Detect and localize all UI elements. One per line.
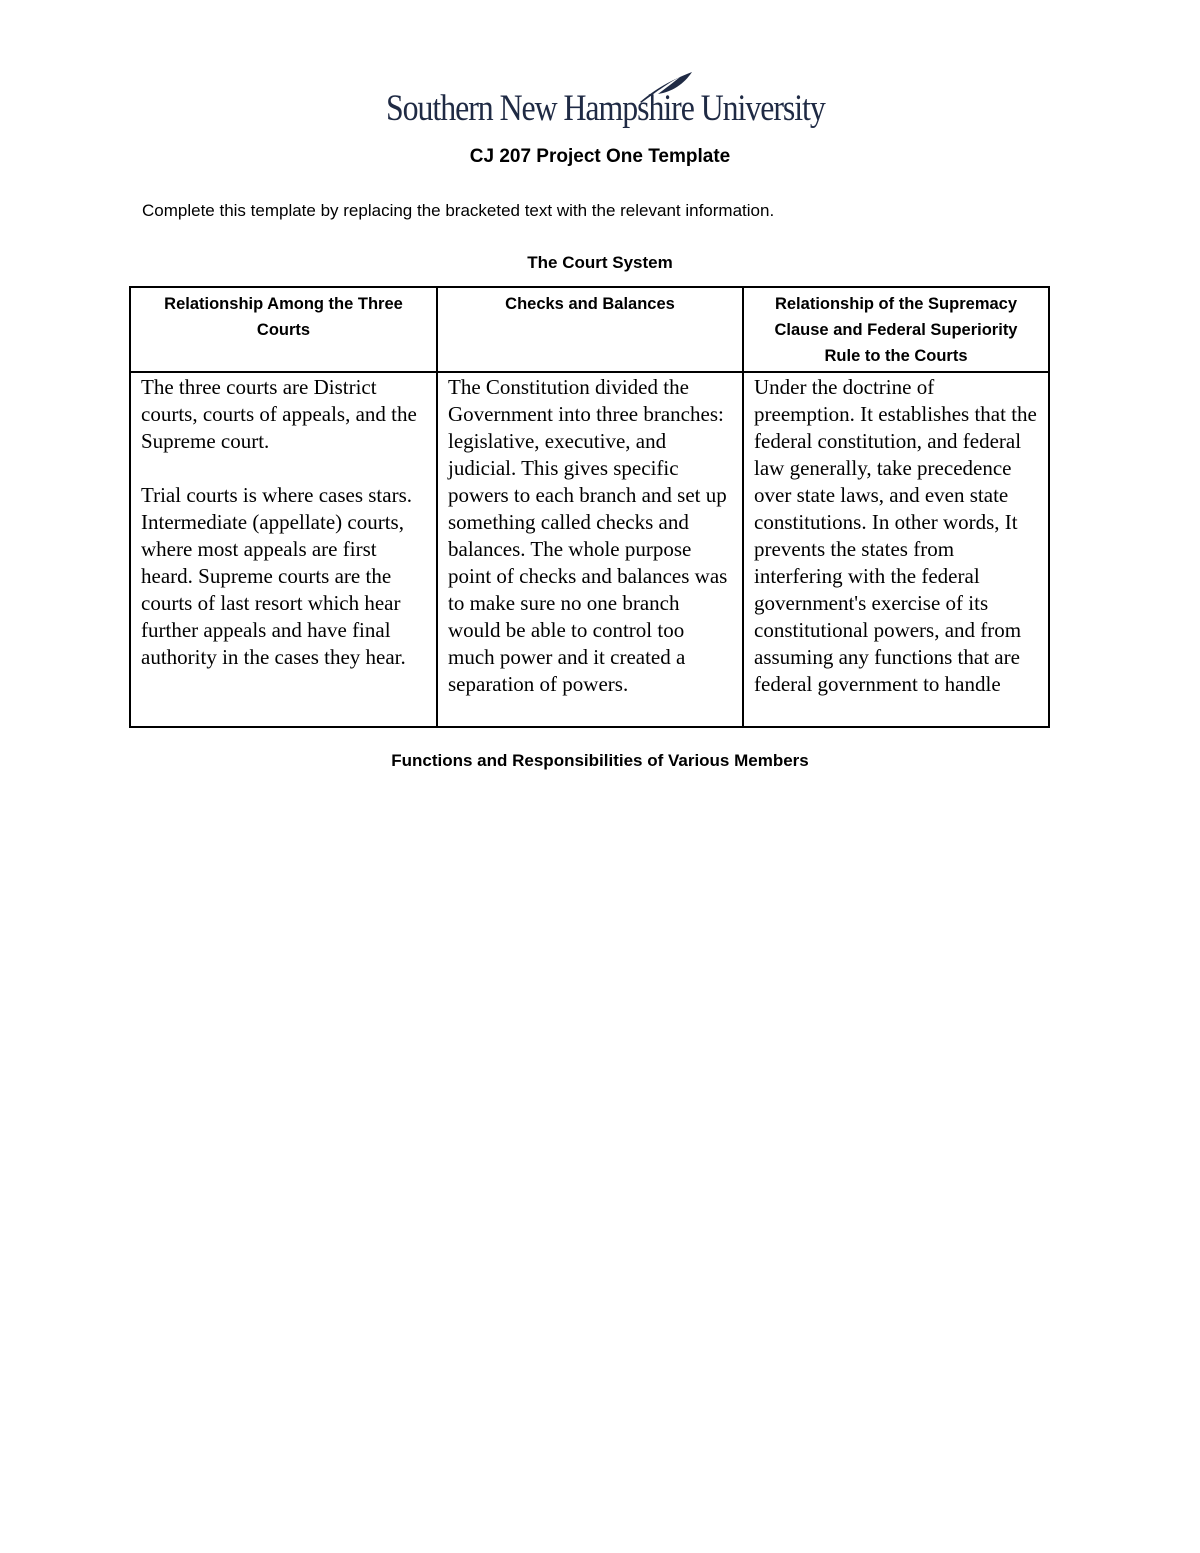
column-header: Checks and Balances (437, 287, 743, 372)
table-cell (130, 372, 437, 727)
document-title: CJ 207 Project One Template (469, 146, 731, 167)
table-cell (743, 372, 1049, 727)
cell-paragraph: Trial courts is where cases stars. Intermediate (appellate) courts, where most appeals are first heard. Supreme courts are the courts of last resort which hear further appeals and have final authority in the cases they hear. (141, 483, 413, 669)
table-title: The Court System (527, 253, 673, 272)
logo-wordmark: Southern New Hampshire University (386, 88, 825, 129)
university-logo (386, 70, 825, 136)
table-header-row (130, 287, 1049, 372)
cell-paragraph: Under the doctrine of preemption. It establishes that the federal constitution, and federal law generally, take precedence over state laws, and even state constitutions. In other words, It prevents the states from interfering with the federal government's exercise of its constitutional powers, and from assuming any functions that are federal government to handle (754, 375, 1037, 696)
instructions-text: Complete this template by replacing the bracketed text with the relevant information. (142, 201, 775, 220)
section-heading: Functions and Responsibilities of Various Members (391, 751, 809, 770)
cell-paragraph: The three courts are District courts, courts of appeals, and the Supreme court. (141, 375, 417, 453)
table-row (130, 372, 1049, 727)
table-cell (437, 372, 743, 727)
court-system-table (129, 286, 1050, 728)
cell-paragraph: The Constitution divided the Government into three branches: legislative, executive, and judicial. This gives specific powers to each branch and set up something called checks and balances. The whole purpose point of checks and balances was to make sure no one branch would be able to control too much power and it created a separation of powers. (448, 375, 728, 696)
column-header: Relationship Among the Three Courts (130, 287, 437, 372)
column-header: Relationship of the Supremacy Clause and Federal Superiority Rule to the Courts (743, 287, 1049, 372)
